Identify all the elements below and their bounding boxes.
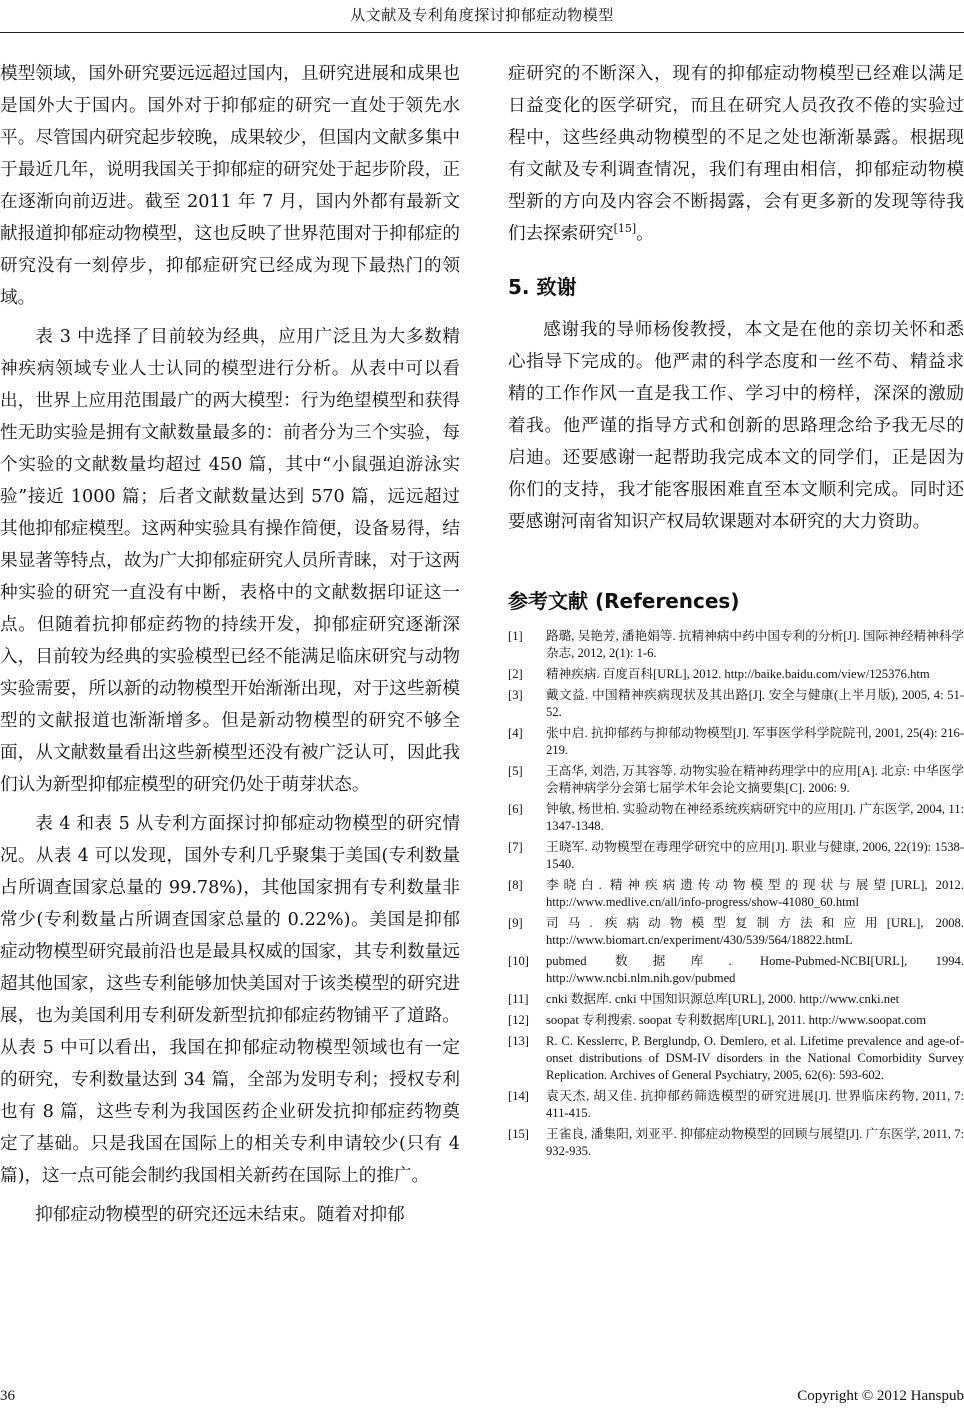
body-paragraph: 抑郁症动物模型的研究还远未结束。随着对抑郁	[35, 1205, 405, 1225]
reference-number: [14]	[508, 1089, 529, 1103]
body-paragraph: 模型领域，国外研究要远远超过国内，且研究进展和成果也是国外大于国内。国外对于抑郁症的研究一直处于领先水平。尽管国内研究起步较晚，成果较少，但国内文献多集中于最近几年，说明我国关于抑郁症的研究处于起步阶段，正在逐渐向前迈进。截至 2011 年 7 月，国内外都有最新文献报道抑郁症动物模型，这也反映了世界范围对于抑郁症的研究没有一刻停步，抑郁症研究已经成为现下最热门的领域。	[0, 64, 460, 308]
acknowledgement-paragraph: 感谢我的导师杨俊教授，本文是在他的亲切关怀和悉心指导下完成的。他严肃的科学态度和一丝不苟、精益求精的工作作风一直是我工作、学习中的榜样，深深的激励着我。他严谨的指导方式和创新的思路理念给予我无尽的启迪。还要感谢一起帮助我完成本文的同学们，正是因为你们的支持，我才能客服困难直至本文顺利完成。同时还要感谢河南省知识产权局软课题对本研究的大力资助。	[508, 320, 964, 532]
reference-list	[508, 628, 964, 1160]
reference-number: [10]	[508, 954, 529, 968]
left-column	[0, 58, 460, 1231]
reference-number: [9]	[508, 916, 523, 930]
reference-text: R. C. Kesslerrc, P. Berglundp, O. Demlero, et al. Lifetime prevalence and age-of-onset distributions of DSM-IV disorders in the National Comorbidity Survey Replication. Archives of General Psychiatry, 2005, 62(6): 593-602.	[546, 1034, 964, 1082]
body-paragraph: 表 3 中选择了目前较为经典，应用广泛且为大多数精神疾病领域专业人士认同的模型进行分析。从表中可以看出，世界上应用范围最广的两大模型：行为绝望模型和获得性无助实验是拥有文献数量最多的：前者分为三个实验，每个实验的文献数量均超过 450 篇，其中“小鼠强迫游泳实验”接近 1000 篇；后者文献数量达到 570 篇，远远超过其他抑郁症模型。这两种实验具有操作简便，设备易得，结果显著等特点，故为广大抑郁症研究人员所青睐，对于这两种实验的研究一直没有中断，表格中的文献数据印证这一点。但随着抗抑郁症药物的持续开发，抑郁症研究逐渐深入，目前较为经典的实验模型已经不能满足临床研究与动物实验需要，所以新的动物模型开始渐渐出现，对于这些新模型的文献报道也渐渐增多。但是新动物模型的研究不够全面，从文献数量看出这些新模型还没有被广泛认可，因此我们认为新型抑郁症模型的研究仍处于萌芽状态。	[0, 327, 460, 795]
page-number: 36	[0, 1388, 15, 1404]
reference-item	[508, 1012, 964, 1029]
body-paragraph-continuation	[508, 58, 964, 250]
reference-text: 袁天杰, 胡又佳. 抗抑郁药筛选模型的研究进展[J]. 世界临床药物, 2011, 7: 411-415.	[546, 1089, 964, 1120]
right-column	[508, 58, 964, 1164]
body-paragraph: 表 4 和表 5 从专利方面探讨抑郁症动物模型的研究情况。从表 4 可以发现，国外专利几乎聚集于美国(专利数量占所调查国家总量的 99.78%)，其他国家拥有专利数量非常少(专利数量占所调查国家总量的 0.22%)。美国是抑郁症动物模型研究最前沿也是最具权威的国家，其专利数量远超其他国家，这些专利能够加快美国对于该类模型的研究进展，也为美国利用专利研发新型抗抑郁症药物铺平了道路。从表 5 中可以看出，我国在抑郁症动物模型领域也有一定的研究，专利数量达到 34 篇，全部为发明专利；授权专利也有 8 篇，这些专利为我国医药企业研发抗抑郁症药物奠定了基础。只是我国在国际上的相关专利申请较少(只有 4 篇)，这一点可能会制约我国相关新药在国际上的推广。	[0, 814, 460, 1186]
reference-text: 王高华, 刘浩, 万其容等. 动物实验在精神药理学中的应用[A]. 北京: 中华医学会精神病学分会第七届学术年会论文摘要集[C]. 2006: 9.	[546, 764, 964, 795]
reference-text: cnki 数据库. cnki 中国知识源总库[URL], 2000. http://www.cnki.net	[546, 992, 900, 1006]
reference-number: [7]	[508, 840, 523, 854]
continuation-text: 症研究的不断深入，现有的抑郁症动物模型已经难以满足日益变化的医学研究，而且在研究人员孜孜不倦的实验过程中，这些经典动物模型的不足之处也渐渐暴露。根据现有文献及专利调查情况，我们有理由相信，抑郁症动物模型新的方向及内容会不断揭露，会有更多新的发现等待我们去探索研究	[508, 64, 964, 244]
reference-item	[508, 839, 964, 873]
citation-marker: [15]	[613, 222, 637, 236]
reference-item	[508, 1126, 964, 1160]
reference-item	[508, 801, 964, 835]
reference-number: [3]	[508, 688, 523, 702]
references-heading: 参考文献 (References)	[508, 589, 740, 613]
reference-text: soopat 专利搜索. soopat 专利数据库[URL], 2011. http://www.soopat.com	[546, 1013, 927, 1027]
header-rule	[0, 32, 964, 33]
reference-text: 王晓军. 动物模型在毒理学研究中的应用[J]. 职业与健康, 2006, 22(19): 1538-1540.	[546, 840, 964, 871]
reference-text: 钟敏, 杨世柏. 实验动物在神经系统疾病研究中的应用[J]. 广东医学, 2004, 11: 1347-1348.	[546, 802, 964, 833]
reference-text: 路璐, 吴艳芳, 潘艳娟等. 抗精神病中药中国专利的分析[J]. 国际神经精神科学杂志, 2012, 2(1): 1-6.	[546, 629, 964, 660]
reference-text: 王雀良, 潘集阳, 刘亚平. 抑郁症动物模型的回顾与展望[J]. 广东医学, 2011, 7: 932-935.	[546, 1127, 964, 1158]
reference-text: 司马. 疾病动物模型复制方法和应用[URL], 2008. http://www.biomart.cn/experiment/430/539/564/18822.htmL	[546, 916, 964, 947]
reference-number: [11]	[508, 992, 529, 1006]
running-title: 从文献及专利角度探讨抑郁症动物模型	[350, 6, 614, 24]
reference-item	[508, 763, 964, 797]
reference-item	[508, 915, 964, 949]
reference-number: [13]	[508, 1034, 529, 1048]
reference-item	[508, 725, 964, 759]
reference-number: [8]	[508, 878, 523, 892]
reference-item	[508, 687, 964, 721]
reference-item	[508, 1033, 964, 1084]
reference-item	[508, 666, 964, 683]
reference-item	[508, 1088, 964, 1122]
reference-number: [15]	[508, 1127, 529, 1141]
continuation-end: 。	[636, 224, 654, 244]
reference-item	[508, 953, 964, 987]
reference-text: 李晓白. 精神疾病遗传动物模型的现状与展望[URL], 2012. http://www.medlive.cn/all/info-progress/show-41080_60.html	[546, 878, 964, 909]
reference-number: [4]	[508, 726, 523, 740]
reference-text: 张中启. 抗抑郁药与抑郁动物模型[J]. 军事医学科学院院刊, 2001, 25(4): 216-219.	[546, 726, 964, 757]
reference-number: [12]	[508, 1013, 529, 1027]
reference-number: [6]	[508, 802, 523, 816]
reference-text: pubmed 数据库. Home-Pubmed-NCBI[URL], 1994. http://www.ncbi.nlm.nih.gov/pubmed	[546, 954, 964, 985]
section-heading-acknowledgement: 5. 致谢	[508, 275, 577, 299]
reference-text: 精神疾病. 百度百科[URL], 2012. http://baike.baidu.com/view/125376.htm	[546, 667, 930, 681]
reference-number: [5]	[508, 764, 523, 778]
reference-number: [1]	[508, 629, 523, 643]
copyright-notice: Copyright © 2012 Hanspub	[797, 1388, 964, 1404]
reference-item	[508, 991, 964, 1008]
reference-number: [2]	[508, 667, 523, 681]
reference-item	[508, 877, 964, 911]
reference-text: 戴文益. 中国精神疾病现状及其出路[J]. 安全与健康(上半月版), 2005, 4: 51-52.	[546, 688, 964, 719]
reference-item	[508, 628, 964, 662]
